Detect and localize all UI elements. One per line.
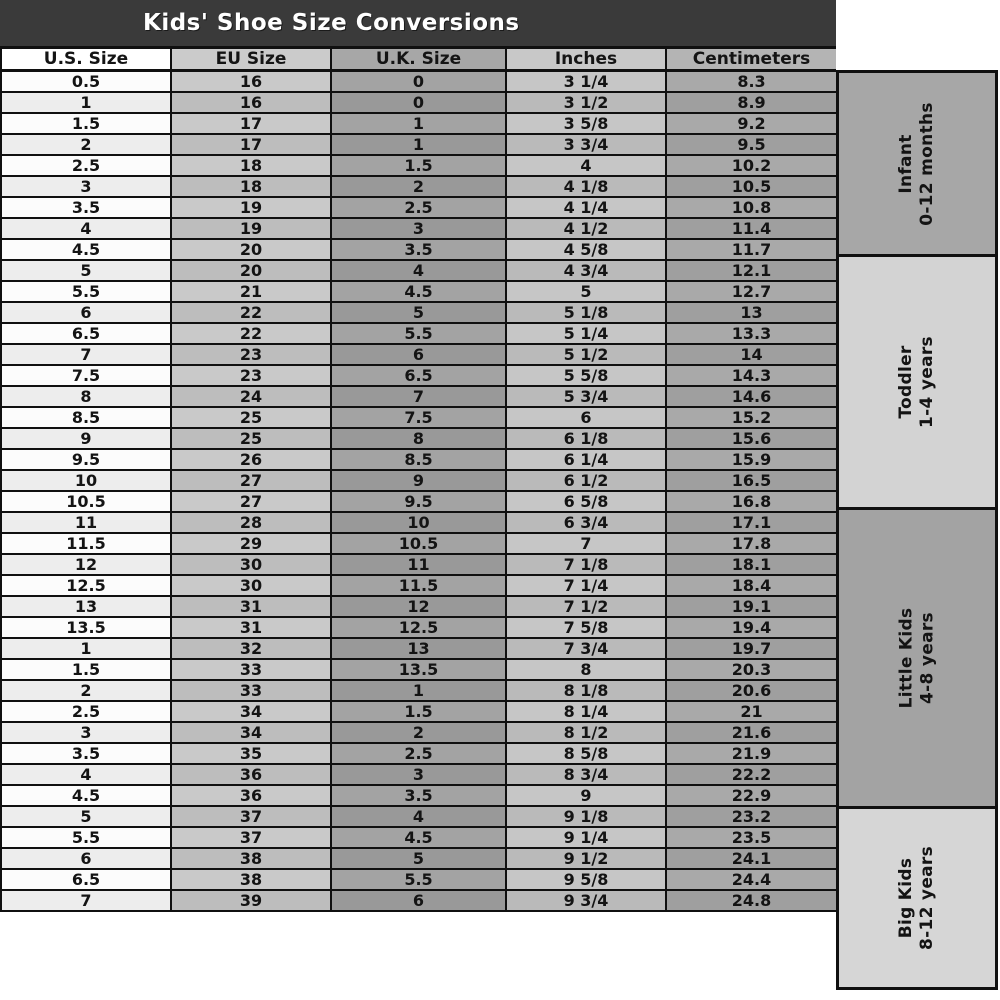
cell: 5 1/4 (506, 323, 666, 344)
cell: 10.5 (666, 176, 837, 197)
cell: 7.5 (331, 407, 506, 428)
cell: 22 (171, 323, 331, 344)
table-row (1, 869, 837, 890)
age-group-name: Infant (895, 133, 916, 194)
cell: 3 (1, 722, 171, 743)
table-row (1, 827, 837, 848)
cell: 10.8 (666, 197, 837, 218)
cell: 28 (171, 512, 331, 533)
table-row (1, 512, 837, 533)
cell: 5 3/4 (506, 386, 666, 407)
cell: 6 1/8 (506, 428, 666, 449)
table-row (1, 659, 837, 680)
cell: 1 (331, 680, 506, 701)
age-group-label (896, 608, 938, 709)
cell: 1.5 (1, 113, 171, 134)
cell: 9 5/8 (506, 869, 666, 890)
cell: 8 1/2 (506, 722, 666, 743)
age-group-range: 1-4 years (916, 336, 937, 428)
cell: 15.9 (666, 449, 837, 470)
cell: 12 (331, 596, 506, 617)
cell: 19 (171, 218, 331, 239)
cell: 17 (171, 113, 331, 134)
cell: 4 (1, 218, 171, 239)
cell: 4 1/4 (506, 197, 666, 218)
cell: 8.5 (331, 449, 506, 470)
table-row (1, 155, 837, 176)
cell: 5 1/2 (506, 344, 666, 365)
cell: 11 (1, 512, 171, 533)
cell: 2.5 (1, 701, 171, 722)
cell: 23 (171, 344, 331, 365)
table-row (1, 491, 837, 512)
age-group-label (896, 336, 938, 428)
table-body (1, 71, 837, 912)
cell: 33 (171, 659, 331, 680)
cell: 0 (331, 92, 506, 113)
age-group-name: Toddler (895, 345, 916, 419)
cell: 1.5 (331, 701, 506, 722)
table-row (1, 785, 837, 806)
cell: 6.5 (1, 323, 171, 344)
cell: 10.5 (1, 491, 171, 512)
cell: 13 (1, 596, 171, 617)
table-row (1, 470, 837, 491)
cell: 32 (171, 638, 331, 659)
cell: 19.1 (666, 596, 837, 617)
cell: 7 1/4 (506, 575, 666, 596)
cell: 8 (331, 428, 506, 449)
cell: 1 (331, 113, 506, 134)
table-row (1, 449, 837, 470)
cell: 20 (171, 239, 331, 260)
cell: 3 (331, 218, 506, 239)
cell: 4.5 (1, 785, 171, 806)
cell: 3 (331, 764, 506, 785)
table-row (1, 113, 837, 134)
cell: 38 (171, 869, 331, 890)
age-group-toddler (836, 254, 998, 507)
column-header: Centimeters (666, 48, 837, 71)
cell: 20.6 (666, 680, 837, 701)
cell: 12.5 (331, 617, 506, 638)
table-row (1, 743, 837, 764)
age-group-little-kids (836, 507, 998, 806)
cell: 1.5 (1, 659, 171, 680)
cell: 12.1 (666, 260, 837, 281)
cell: 2 (331, 722, 506, 743)
cell: 9 1/4 (506, 827, 666, 848)
cell: 9 (1, 428, 171, 449)
cell: 3.5 (331, 239, 506, 260)
cell: 9 (506, 785, 666, 806)
cell: 31 (171, 617, 331, 638)
cell: 3 1/4 (506, 71, 666, 93)
cell: 3.5 (331, 785, 506, 806)
table-row (1, 407, 837, 428)
cell: 6.5 (331, 365, 506, 386)
cell: 27 (171, 491, 331, 512)
cell: 2.5 (331, 197, 506, 218)
table-row (1, 680, 837, 701)
cell: 7 1/2 (506, 596, 666, 617)
cell: 8.3 (666, 71, 837, 93)
table-row (1, 617, 837, 638)
cell: 33 (171, 680, 331, 701)
cell: 10 (331, 512, 506, 533)
cell: 0 (331, 71, 506, 93)
cell: 21.9 (666, 743, 837, 764)
cell: 0.5 (1, 71, 171, 93)
table-row (1, 323, 837, 344)
cell: 36 (171, 764, 331, 785)
cell: 24.1 (666, 848, 837, 869)
cell: 6 5/8 (506, 491, 666, 512)
cell: 12 (1, 554, 171, 575)
cell: 4.5 (1, 239, 171, 260)
title-bar (0, 0, 836, 46)
cell: 29 (171, 533, 331, 554)
cell: 10.5 (331, 533, 506, 554)
table-row (1, 638, 837, 659)
column-header: EU Size (171, 48, 331, 71)
cell: 5 5/8 (506, 365, 666, 386)
cell: 5 (331, 302, 506, 323)
cell: 4 (331, 806, 506, 827)
age-group-name: Big Kids (895, 857, 916, 939)
cell: 30 (171, 575, 331, 596)
cell: 7 (1, 890, 171, 911)
age-blocks-container (836, 70, 1000, 990)
cell: 2.5 (331, 743, 506, 764)
cell: 20 (171, 260, 331, 281)
cell: 17.8 (666, 533, 837, 554)
cell: 3.5 (1, 743, 171, 764)
cell: 19.7 (666, 638, 837, 659)
age-group-range: 0-12 months (916, 101, 937, 226)
cell: 10.2 (666, 155, 837, 176)
cell: 8.5 (1, 407, 171, 428)
cell: 37 (171, 806, 331, 827)
cell: 22.9 (666, 785, 837, 806)
cell: 6 (506, 407, 666, 428)
cell: 25 (171, 428, 331, 449)
cell: 13 (331, 638, 506, 659)
cell: 4 1/8 (506, 176, 666, 197)
cell: 3 5/8 (506, 113, 666, 134)
cell: 3 3/4 (506, 134, 666, 155)
cell: 13.3 (666, 323, 837, 344)
cell: 2 (331, 176, 506, 197)
age-group-label (896, 846, 938, 950)
table-row (1, 365, 837, 386)
cell: 16.8 (666, 491, 837, 512)
cell: 12.5 (1, 575, 171, 596)
cell: 8 (506, 659, 666, 680)
cell: 13 (666, 302, 837, 323)
cell: 14.6 (666, 386, 837, 407)
cell: 36 (171, 785, 331, 806)
cell: 11.7 (666, 239, 837, 260)
age-group-infant (836, 70, 998, 254)
cell: 6 (1, 302, 171, 323)
sidebar-spacer (836, 0, 1000, 70)
cell: 2 (1, 134, 171, 155)
cell: 4.5 (331, 281, 506, 302)
cell: 6 (1, 848, 171, 869)
cell: 6 1/2 (506, 470, 666, 491)
cell: 5.5 (331, 323, 506, 344)
cell: 8 (1, 386, 171, 407)
table-row (1, 596, 837, 617)
cell: 18.4 (666, 575, 837, 596)
size-chart-table (0, 46, 838, 912)
cell: 8 5/8 (506, 743, 666, 764)
cell: 30 (171, 554, 331, 575)
cell: 21 (171, 281, 331, 302)
table-row (1, 428, 837, 449)
cell: 7 (1, 344, 171, 365)
cell: 1 (331, 134, 506, 155)
cell: 31 (171, 596, 331, 617)
cell: 5 (1, 806, 171, 827)
age-group-range: 8-12 years (916, 845, 937, 951)
cell: 24.4 (666, 869, 837, 890)
table-row (1, 722, 837, 743)
cell: 11.4 (666, 218, 837, 239)
cell: 6 (331, 344, 506, 365)
age-group-big-kids (836, 806, 998, 990)
cell: 20.3 (666, 659, 837, 680)
cell: 8 3/4 (506, 764, 666, 785)
cell: 23.2 (666, 806, 837, 827)
cell: 19 (171, 197, 331, 218)
cell: 9 1/8 (506, 806, 666, 827)
cell: 8 1/4 (506, 701, 666, 722)
cell: 9 1/2 (506, 848, 666, 869)
cell: 34 (171, 701, 331, 722)
cell: 7.5 (1, 365, 171, 386)
cell: 4 3/4 (506, 260, 666, 281)
cell: 4 (331, 260, 506, 281)
cell: 13.5 (1, 617, 171, 638)
cell: 9.5 (666, 134, 837, 155)
cell: 11.5 (1, 533, 171, 554)
cell: 6 (331, 890, 506, 911)
cell: 6.5 (1, 869, 171, 890)
cell: 5 (1, 260, 171, 281)
table-row (1, 386, 837, 407)
cell: 14.3 (666, 365, 837, 386)
cell: 5 (331, 848, 506, 869)
cell: 9.5 (1, 449, 171, 470)
cell: 15.2 (666, 407, 837, 428)
table-row (1, 806, 837, 827)
cell: 5 (506, 281, 666, 302)
table-row (1, 554, 837, 575)
cell: 3 (1, 176, 171, 197)
cell: 7 3/4 (506, 638, 666, 659)
cell: 7 1/8 (506, 554, 666, 575)
cell: 5.5 (1, 827, 171, 848)
table-row (1, 176, 837, 197)
cell: 23 (171, 365, 331, 386)
cell: 2.5 (1, 155, 171, 176)
cell: 9.2 (666, 113, 837, 134)
table-row (1, 197, 837, 218)
cell: 26 (171, 449, 331, 470)
age-group-name: Little Kids (896, 607, 916, 709)
cell: 22.2 (666, 764, 837, 785)
cell: 1.5 (331, 155, 506, 176)
table-row (1, 239, 837, 260)
header-row (1, 48, 837, 71)
cell: 7 (506, 533, 666, 554)
table-row (1, 134, 837, 155)
table-header (1, 48, 837, 71)
cell: 1 (1, 92, 171, 113)
cell: 37 (171, 827, 331, 848)
cell: 21.6 (666, 722, 837, 743)
table-row (1, 302, 837, 323)
table-row (1, 575, 837, 596)
table-row (1, 218, 837, 239)
cell: 24 (171, 386, 331, 407)
cell: 39 (171, 890, 331, 911)
cell: 18.1 (666, 554, 837, 575)
age-sidebar (836, 0, 1000, 990)
cell: 7 5/8 (506, 617, 666, 638)
table-row (1, 71, 837, 93)
cell: 14 (666, 344, 837, 365)
cell: 11.5 (331, 575, 506, 596)
cell: 12.7 (666, 281, 837, 302)
cell: 16 (171, 71, 331, 93)
cell: 8.9 (666, 92, 837, 113)
cell: 18 (171, 176, 331, 197)
cell: 17 (171, 134, 331, 155)
cell: 27 (171, 470, 331, 491)
cell: 15.6 (666, 428, 837, 449)
cell: 4 (1, 764, 171, 785)
table-row (1, 890, 837, 911)
cell: 2 (1, 680, 171, 701)
cell: 23.5 (666, 827, 837, 848)
cell: 17.1 (666, 512, 837, 533)
table-row (1, 344, 837, 365)
cell: 9 3/4 (506, 890, 666, 911)
cell: 8 1/8 (506, 680, 666, 701)
table-row (1, 533, 837, 554)
cell: 21 (666, 701, 837, 722)
cell: 34 (171, 722, 331, 743)
age-group-label (896, 102, 938, 226)
cell: 13.5 (331, 659, 506, 680)
cell: 24.8 (666, 890, 837, 911)
age-group-range: 4-8 years (917, 612, 937, 704)
table-row (1, 848, 837, 869)
table-row (1, 260, 837, 281)
cell: 10 (1, 470, 171, 491)
cell: 5 1/8 (506, 302, 666, 323)
page-title: Kids' Shoe Size Conversions (143, 10, 520, 36)
cell: 16.5 (666, 470, 837, 491)
cell: 16 (171, 92, 331, 113)
cell: 25 (171, 407, 331, 428)
cell: 5.5 (331, 869, 506, 890)
table-row (1, 92, 837, 113)
cell: 38 (171, 848, 331, 869)
cell: 3.5 (1, 197, 171, 218)
cell: 9.5 (331, 491, 506, 512)
table-row (1, 764, 837, 785)
cell: 4 (506, 155, 666, 176)
cell: 6 3/4 (506, 512, 666, 533)
cell: 4 5/8 (506, 239, 666, 260)
cell: 11 (331, 554, 506, 575)
cell: 1 (1, 638, 171, 659)
cell: 9 (331, 470, 506, 491)
cell: 5.5 (1, 281, 171, 302)
cell: 35 (171, 743, 331, 764)
cell: 4 1/2 (506, 218, 666, 239)
cell: 6 1/4 (506, 449, 666, 470)
cell: 19.4 (666, 617, 837, 638)
cell: 22 (171, 302, 331, 323)
cell: 4.5 (331, 827, 506, 848)
column-header: U.K. Size (331, 48, 506, 71)
table-row (1, 701, 837, 722)
table-row (1, 281, 837, 302)
cell: 18 (171, 155, 331, 176)
cell: 3 1/2 (506, 92, 666, 113)
column-header: Inches (506, 48, 666, 71)
cell: 7 (331, 386, 506, 407)
column-header: U.S. Size (1, 48, 171, 71)
